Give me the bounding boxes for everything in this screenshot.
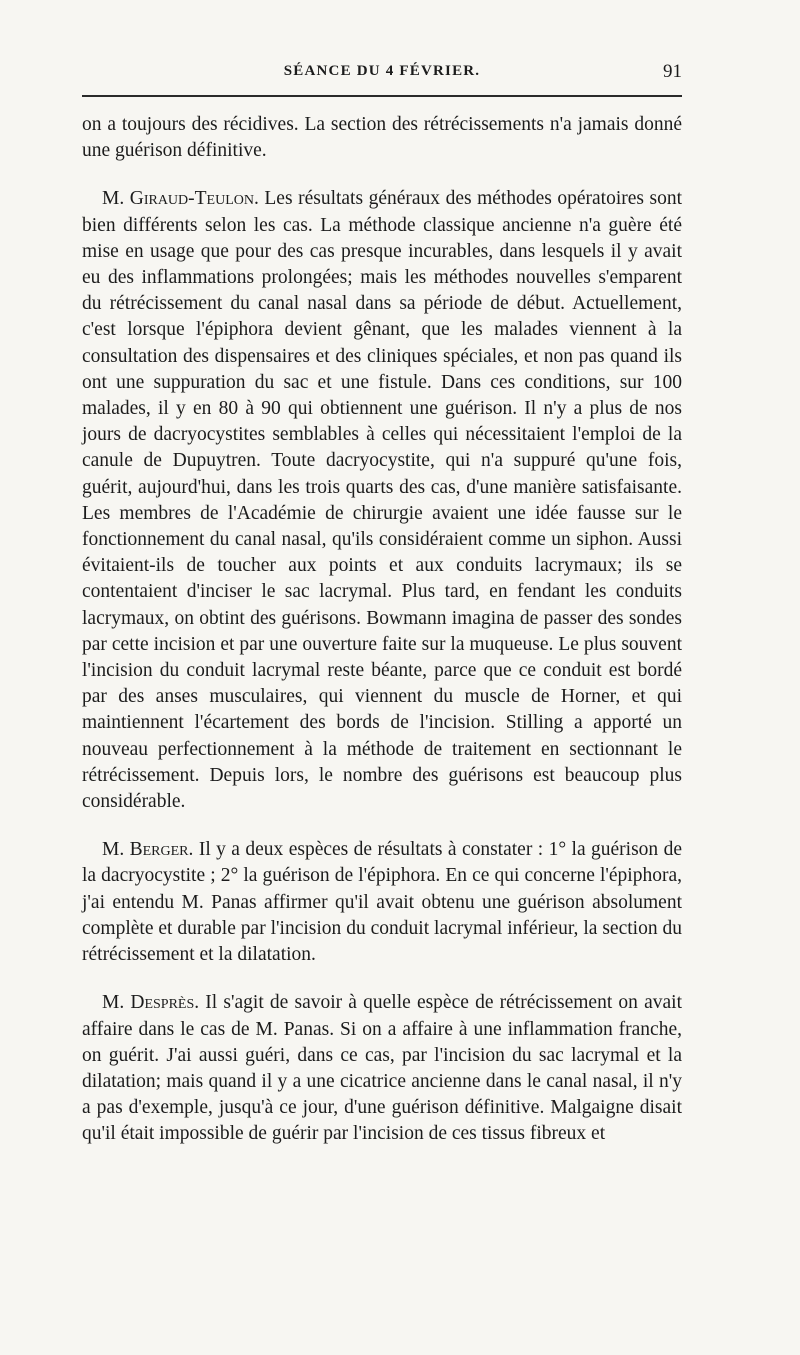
speaker-name: M. Desprès. [102, 992, 200, 1014]
paragraph-despres [82, 990, 682, 1147]
page-header [82, 61, 682, 87]
header-rule [82, 95, 682, 97]
page-body [82, 112, 682, 1148]
paragraph-text: Il y a deux espèces de résultats à constater : 1° la guérison de la dacryocystite ; 2° la guérison de l'épiphora. En ce qui concerne l'épiphora, j'ai entendu M. Panas affirmer qu'il avait obtenu une guérison absolument complète et durable par l'incision du conduit lacrymal inférieur, la section du rétrécissement et la dilatation. [82, 839, 682, 966]
paragraph-berger [82, 837, 682, 968]
paragraph-text: Il s'agit de savoir à quelle espèce de rétrécissement on avait affaire dans le cas de M. Panas. Si on a affaire à une inflammation franche, on guérit. J'ai aussi guéri, dans ce cas, par l'incision du sac lacrymal et la dilatation; mais quand il y a une cicatrice ancienne dans le canal nasal, il n'y a pas d'exemple, jusqu'à ce jour, d'une guérison définitive. Malgaigne disait qu'il était impossible de guérir par l'incision de ces tissus fibreux et [82, 992, 682, 1145]
paragraph-text: Les résultats généraux des méthodes opératoires sont bien différents selon les cas. La méthode classique ancienne n'a guère été mise en usage que pour des cas presque incurables, dans lesquels il y avait eu des inflammations prolongées; mais les méthodes nouvelles s'emparent du rétrécissement du canal nasal dans sa période de début. Actuellement, c'est lorsque l'épiphora devient gênant, que les malades viennent à la consultation des dispensaires et des cliniques spéciales, et non pas quand ils ont une suppuration du sac et une fistule. Dans ces conditions, sur 100 malades, il y en 80 à 90 qui obtiennent une guérison. Il n'y a plus de nos jours de dacryocystites semblables à celles qui nécessitaient l'emploi de la canule de Dupuytren. Toute dacryocystite, qui n'a suppuré qu'une fois, guérit, aujourd'hui, dans les trois quarts des cas, d'une manière satisfaisante. Les membres de l'Académie de chirurgie avaient une idée fausse sur le fonctionnement du canal nasal, qu'ils considéraient comme un siphon. Aussi évitaient-ils de toucher aux points et aux conduits lacrymaux; ils se contentaient d'inciser le sac lacrymal. Plus tard, en fendant les conduits lacrymaux, on obtint des guérisons. Bowmann imagina de passer des sondes par cette incision et par une ouverture faite sur la muqueuse. Le plus souvent l'incision du conduit lacrymal reste béante, parce que ce conduit est bordé par des anses musculaires, qui viennent du muscle de Horner, et qui maintiennent l'écartement des bords de l'incision. Stilling a apporté un nouveau perfectionnement à la méthode de traitement en sectionnant le rétrécissement. Depuis lors, le nombre des guérisons est beaucoup plus considérable. [82, 188, 682, 813]
page-number: 91 [663, 61, 682, 82]
paragraph-giraud-teulon [82, 186, 682, 815]
speaker-name: M. Berger. [102, 839, 194, 861]
paragraph-text: on a toujours des récidives. La section des rétrécissements n'a jamais donné une guérison définitive. [82, 114, 682, 162]
paragraph-continuation [82, 112, 682, 164]
speaker-name: M. Giraud-Teulon. [102, 188, 259, 210]
running-head: SÉANCE DU 4 FÉVRIER. [283, 63, 481, 79]
